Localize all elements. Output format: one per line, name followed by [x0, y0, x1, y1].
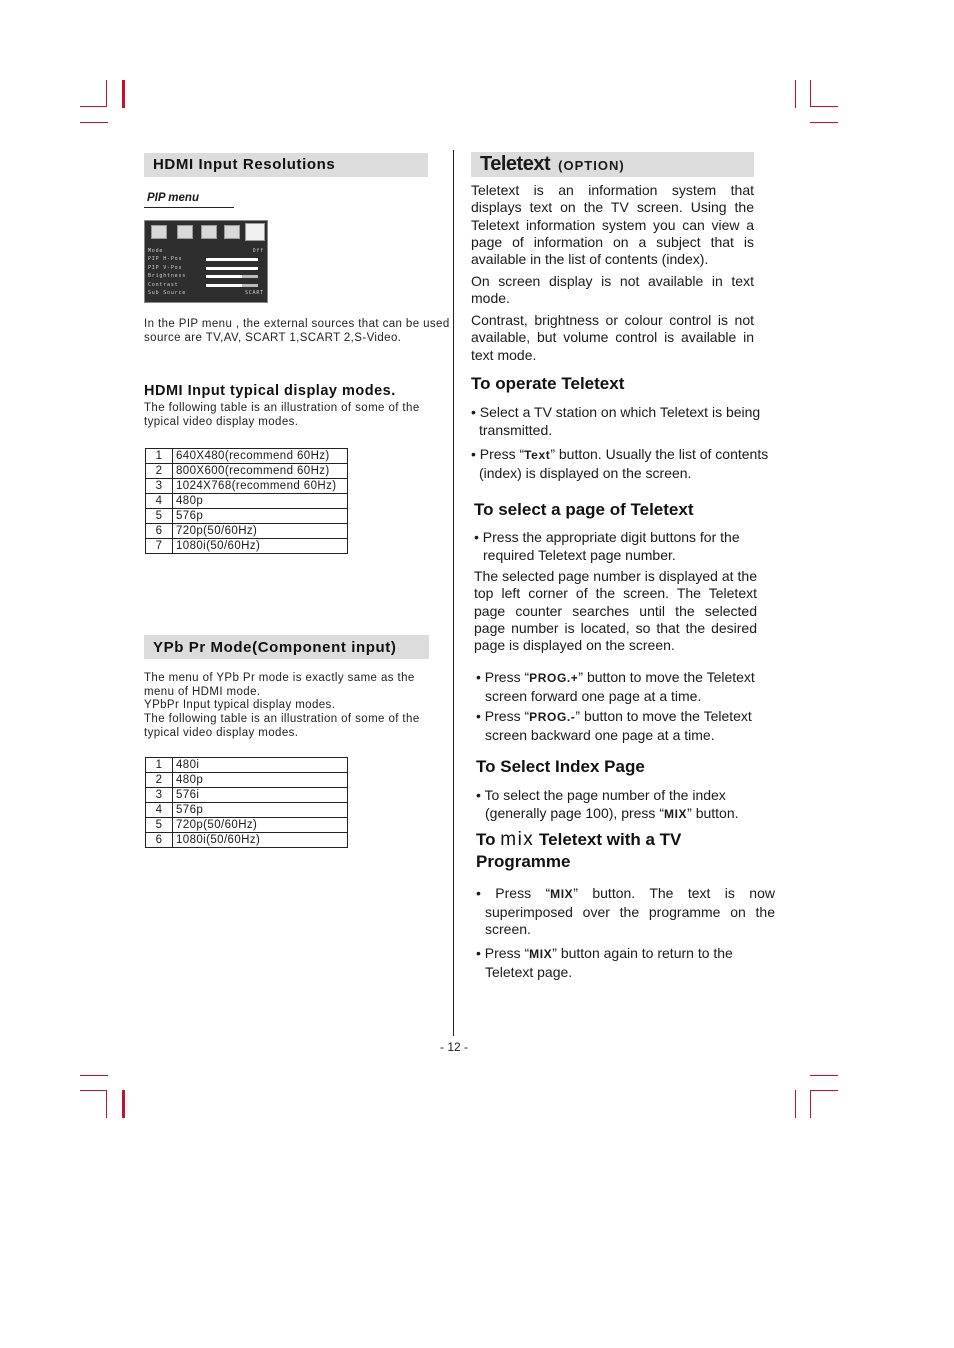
mode-number: 2	[146, 464, 173, 479]
mode-resolution: 480i	[173, 758, 348, 773]
operate-bullet-1: • Select a TV station on which Teletext is being transmitted.	[471, 404, 761, 438]
ypbpr-table-row	[146, 788, 348, 803]
typical-heading: HDMI Input typical display modes.	[144, 383, 396, 399]
mode-number: 4	[146, 494, 173, 509]
typical-text: The following table is an illustration of some of the typical video display modes.	[144, 402, 420, 428]
crop-mark	[810, 1075, 838, 1076]
text-button-label: Text	[524, 448, 551, 462]
pip-label: PIP menu	[147, 192, 199, 204]
prog-down-bullet	[476, 708, 783, 744]
osd-row	[148, 290, 264, 297]
sound-icon	[177, 225, 193, 239]
crop-mark	[810, 1090, 838, 1091]
ypbpr-table-row	[146, 758, 348, 773]
select-bullet-1: • Press the appropriate digit buttons for the required Teletext page number.	[474, 529, 740, 563]
operate-bullet-2-post: ” button. Usually the list of contents (index) is displayed on the screen.	[479, 446, 769, 481]
prog-down-button-label: PROG.-	[529, 710, 576, 724]
mix-button-label: MIX	[664, 806, 688, 821]
operate-bullet-2	[471, 446, 779, 482]
picture-icon	[151, 225, 167, 239]
prog-up-bullet	[476, 669, 783, 705]
page-number: - 12 -	[439, 1040, 468, 1054]
hdmi-table-row	[146, 524, 348, 539]
mode-number: 3	[146, 479, 173, 494]
select-page-heading: To select a page of Teletext	[474, 500, 694, 519]
ypbpr-table-row	[146, 833, 348, 848]
osd-level-fill	[206, 258, 258, 261]
mix-heading-post: Teletext with a TV Programme	[476, 830, 682, 871]
crop-mark	[106, 1090, 107, 1118]
ypbpr-heading-bar	[144, 635, 429, 659]
hdmi-table-row	[146, 464, 348, 479]
osd-level-bar	[206, 258, 258, 261]
mode-number: 4	[146, 803, 173, 818]
osd-level-fill	[206, 267, 258, 270]
osd-row-value: Off	[252, 248, 264, 254]
index-bullet	[476, 787, 775, 823]
mode-number: 2	[146, 773, 173, 788]
mix-button-label: MIX	[550, 887, 574, 901]
index-bullet-pre: • To select the page number of the index (generally page 100), press “	[476, 787, 726, 821]
hdmi-heading-bar	[144, 153, 428, 177]
crop-mark	[80, 106, 107, 107]
mode-resolution: 640X480(recommend 60Hz)	[173, 449, 348, 464]
mix-bullet-1	[476, 885, 775, 939]
hdmi-table-row	[146, 539, 348, 554]
mode-number: 1	[146, 449, 173, 464]
mode-resolution: 800X600(recommend 60Hz)	[173, 464, 348, 479]
osd-level-fill	[206, 275, 242, 278]
crop-mark	[810, 1090, 811, 1118]
crop-mark	[810, 106, 838, 107]
osd-row-label: Contrast	[148, 281, 179, 288]
mode-resolution: 720p(50/60Hz)	[173, 818, 348, 833]
crop-mark	[80, 1075, 108, 1076]
ypbpr-text-3: The following table is an illustration of some of the typical video display modes.	[144, 713, 420, 739]
osd-row	[148, 273, 264, 280]
mode-resolution: 1080i(50/60Hz)	[173, 833, 348, 848]
mix-bullet-1-pre: • Press “	[476, 885, 551, 901]
index-bullet-post: ” button.	[687, 804, 739, 821]
prog-up-button-label: PROG.+	[529, 671, 579, 685]
mix-bullet-2	[476, 945, 775, 981]
prog-up-pre: • Press “	[476, 669, 530, 685]
osd-row-label: PIP H-Pos	[148, 256, 183, 263]
mode-number: 5	[146, 818, 173, 833]
crop-mark	[795, 80, 796, 108]
column-divider	[453, 150, 454, 1036]
osd-level-fill	[206, 284, 242, 287]
hdmi-table-row	[146, 494, 348, 509]
hdmi-heading: HDMI Input Resolutions	[153, 156, 336, 173]
osd-row-label: Brightness	[148, 273, 187, 280]
osd-row	[148, 256, 264, 263]
ypbpr-text-1: The menu of YPb Pr mode is exactly same as the menu of HDMI mode.	[144, 672, 415, 698]
osd-row-label: PIP V-Pos	[148, 264, 183, 271]
osd-level-bar	[206, 267, 258, 270]
mix-heading-pre: To	[476, 830, 496, 849]
crop-mark	[80, 122, 108, 123]
crop-mark	[80, 1090, 107, 1091]
prog-up-post: ” button to move the Teletext screen forward one page at a time.	[485, 669, 755, 704]
pip-text: In the PIP menu , the external sources that can be used source are TV,AV, SCART 1,SCART 2,S-Video.	[144, 318, 450, 344]
pip-icon	[245, 223, 265, 241]
mix-bullet-1-post: ” button. The text is now superimposed over the programme on the screen.	[485, 885, 775, 937]
hdmi-table-row	[146, 449, 348, 464]
ypbpr-text-2: YPbPr Input typical display modes.	[144, 699, 336, 711]
mode-number: 5	[146, 509, 173, 524]
intro-paragraph-3: Contrast, brightness or colour control is not available, but volume control is available in text mode.	[471, 312, 754, 363]
teletext-title	[480, 153, 625, 176]
crop-mark	[122, 1090, 125, 1118]
prog-down-pre: • Press “	[476, 708, 530, 724]
teletext-option: (OPTION)	[558, 158, 625, 173]
mode-resolution: 1080i(50/60Hz)	[173, 539, 348, 554]
crop-mark	[810, 80, 811, 106]
hdmi-table-row	[146, 479, 348, 494]
mix-button-label: MIX	[529, 947, 553, 961]
mode-number: 7	[146, 539, 173, 554]
ypbpr-table-row	[146, 773, 348, 788]
mix-bullet-2-pre: • Press “	[476, 945, 530, 961]
prog-down-post: ” button to move the Teletext screen backward one page at a time.	[485, 708, 752, 743]
osd-level-bar	[206, 284, 258, 287]
mix-heading-key: mix	[500, 829, 535, 850]
mode-number: 6	[146, 833, 173, 848]
osd-level-bar	[206, 275, 258, 278]
mode-number: 3	[146, 788, 173, 803]
osd-row	[148, 282, 264, 289]
feature-icon	[201, 225, 217, 239]
mode-resolution: 1024X768(recommend 60Hz)	[173, 479, 348, 494]
select-text: The selected page number is displayed at the top left corner of the screen. The Teletext page counter searches until the selected page number is located, so that the desired page is displayed on the screen.	[474, 568, 757, 654]
crop-mark	[810, 122, 838, 123]
mode-resolution: 576i	[173, 788, 348, 803]
crop-mark	[106, 80, 107, 106]
osd-row-value: SCART	[244, 290, 264, 296]
pip-menu-screenshot	[144, 220, 268, 303]
pip-label-underline	[144, 207, 234, 208]
operate-bullet-2-pre: • Press “	[471, 446, 525, 462]
ypbpr-table-row	[146, 818, 348, 833]
crop-mark	[795, 1090, 796, 1118]
intro-paragraph-2: On screen display is not available in text mode.	[471, 273, 754, 307]
mode-resolution: 480p	[173, 494, 348, 509]
mode-resolution: 576p	[173, 509, 348, 524]
operate-heading: To operate Teletext	[471, 374, 625, 393]
mix-heading	[476, 829, 716, 873]
mode-number: 1	[146, 758, 173, 773]
mode-resolution: 720p(50/60Hz)	[173, 524, 348, 539]
crop-mark	[122, 80, 125, 108]
ypbpr-table-row	[146, 803, 348, 818]
mode-resolution: 576p	[173, 803, 348, 818]
osd-row-label: Mode	[148, 248, 164, 254]
hdmi-modes-table	[145, 448, 348, 554]
install-icon	[224, 225, 240, 239]
ypbpr-modes-table	[145, 757, 348, 848]
mix-bullet-2-post: ” button again to return to the Teletext page.	[485, 945, 733, 980]
intro-paragraph-1: Teletext is an information system that displays text on the TV screen. Using the Teletext information system you can view a page of information on a subject that is available in the list of contents (index).	[471, 182, 754, 268]
mode-resolution: 480p	[173, 773, 348, 788]
osd-row	[148, 265, 264, 272]
mode-number: 6	[146, 524, 173, 539]
index-heading: To Select Index Page	[476, 757, 645, 776]
ypbpr-heading: YPb Pr Mode(Component input)	[153, 639, 397, 656]
osd-row-label: Sub Source	[148, 290, 187, 296]
osd-row	[148, 248, 264, 255]
hdmi-table-row	[146, 509, 348, 524]
teletext-title-text: Teletext	[480, 153, 551, 175]
